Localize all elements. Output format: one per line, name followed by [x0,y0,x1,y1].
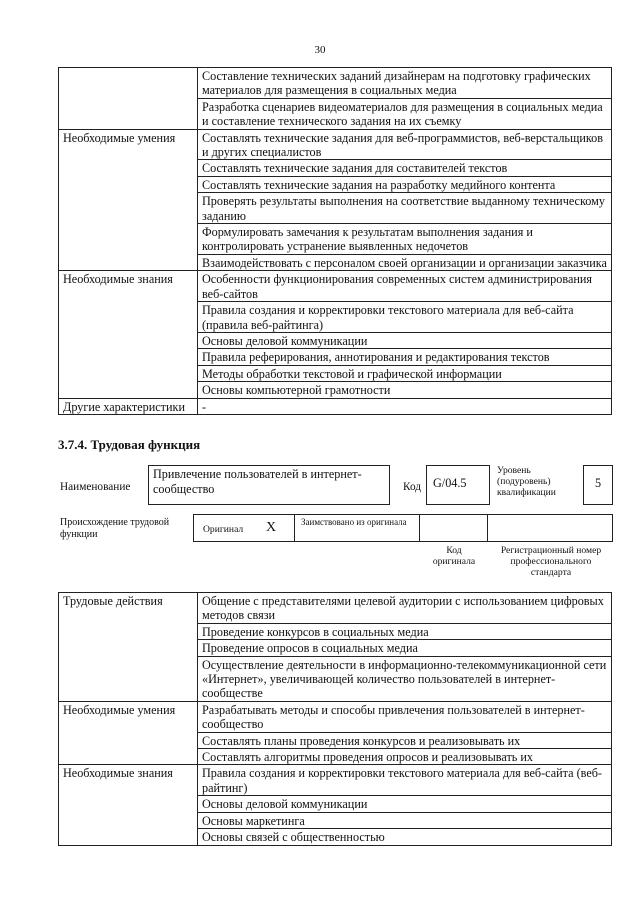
row-label [59,68,198,130]
row-label: Другие характеристики [59,398,198,414]
row-item: Проверять результаты выполнения на соответствие выданному техническому заданию [198,193,612,224]
function-heading: 3.7.4. Трудовая функция [58,437,201,452]
row-item: Методы обработки текстовой и графической информации [198,365,612,381]
row-item: Основы маркетинга [198,812,612,828]
table-row [59,701,612,732]
row-item: Осуществление деятельности в информационно-телекоммуникационной сети «Интернет», увеличивающей количество пользователей в интернет-сообществе [198,656,612,701]
row-item: Составлять технические задания на разработку медийного контента [198,176,612,192]
table-row [59,68,612,99]
row-item: Взаимодействовать с персоналом своей организации и организации заказчика [198,254,612,270]
original-mark: X [266,520,277,535]
row-item: Основы компьютерной грамотности [198,382,612,398]
row-item: Разрабатывать методы и способы привлечения пользователей в интернет-сообщество [198,701,612,732]
function-details-table [58,592,612,846]
row-item: Составлять технические задания для веб-программистов, веб-верстальщиков и других специалистов [198,129,612,160]
row-item: Правила создания и корректировки текстового материала для веб-сайта (правила веб-райтинга) [198,302,612,333]
function-name-field: Привлечение пользователей в интернет-сообщество [148,465,390,505]
name-label: Наименование [60,481,131,493]
table-row [59,271,612,302]
row-item: Составление технических заданий дизайнерам на подготовку графических материалов для размещения в социальных медиа [198,68,612,99]
row-item: Особенности функционирования современных систем администрирования веб-сайтов [198,271,612,302]
borrowed-label: Заимствовано из оригинала [301,517,407,527]
row-item: Проведение конкурсов в социальных медиа [198,623,612,639]
row-item: Проведение опросов в социальных медиа [198,640,612,656]
row-item: Разработка сценариев видеоматериалов для размещения в социальных медиа и составление технического задания на их съемку [198,98,612,129]
row-label: Трудовые действия [59,593,198,702]
row-item: Правила реферирования, аннотирования и редактирования текстов [198,349,612,365]
original-label: Оригинал [203,524,244,535]
qualification-level-field: 5 [583,465,613,505]
table-row [59,593,612,624]
row-item: Формулировать замечания к результатам выполнения задания и контролировать устранение выявленных недочетов [198,224,612,255]
origin-row [193,514,613,542]
row-label: Необходимые умения [59,129,198,271]
table-row [59,765,612,796]
row-item: - [198,398,612,414]
row-label: Необходимые знания [59,271,198,398]
reg-number-label: Регистрационный номер профессионального стандарта [500,545,602,578]
code-label: Код [403,481,422,493]
qualification-level-label: Уровень (подуровень) квалификации [497,465,556,498]
row-item: Составлять алгоритмы проведения опросов и реализовывать их [198,749,612,765]
table-row [59,129,612,160]
code-original-label: Код оригинала [432,545,476,567]
row-item: Основы деловой коммуникации [198,796,612,812]
row-label: Необходимые знания [59,765,198,845]
row-item: Основы связей с общественностью [198,829,612,845]
requirements-table-continued [58,67,612,415]
row-item: Основы деловой коммуникации [198,332,612,348]
row-item: Общение с представителями целевой аудитории с использованием цифровых методов связи [198,593,612,624]
origin-label: Происхождение трудовой функции [60,517,170,540]
row-item: Составлять планы проведения конкурсов и реализовывать их [198,732,612,748]
row-item: Правила создания и корректировки текстового материала для веб-сайта (веб-райтинг) [198,765,612,796]
row-label: Необходимые умения [59,701,198,765]
function-code-field: G/04.5 [426,465,490,505]
table-row [59,398,612,414]
row-item: Составлять технические задания для составителей текстов [198,160,612,176]
page-number: 30 [314,44,326,56]
